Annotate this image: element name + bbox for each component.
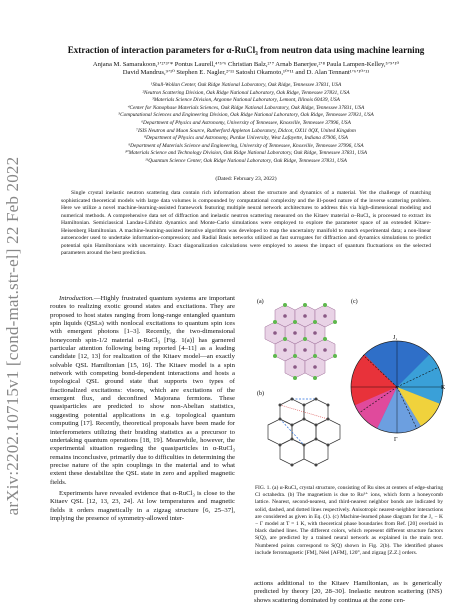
affiliation: ⁸Department of Physics and Astronomy, Purdue University, West Lafayette, Indiana 47906, USA <box>144 135 348 142</box>
figure-caption: FIG. 1. (a) α-RuCl₃ crystal structure, consisting of Ru sites at centers of edge-sharing Cl octahedra. (b) The magnetism is due to Ru³⁺ ions, which form a honeycomb lattice. Nearest, second-nearest, and third-nearest neighbor bonds are indicated by solid, dashed, and dotted lines respectively. Anisotropic nearest-neighbor interactions are considered as given in Eq. (1). (c) Machine-learned phase diagram for the J₁ − K − Γ model at T = 1 K, with theoretical phase boundaries from Ref. [20] overlaid in black dashed lines. The different colors, which represent different structure factors S(Q), are predicted by a trained neural network as explained in the main text. Numbered points correspond to S(Q) shown in Fig. 2(b). The identified phases include ferromagnetic [FM], Néel [AFM], 120°, and zigzag [Z.Z.] orders. <box>255 485 443 556</box>
figure-1 <box>255 295 445 481</box>
phase-diagram <box>351 335 445 443</box>
affiliation: ¹Shull-Wollan Center, Oak Ridge National Laboratory, Oak Ridge, Tennessee 37831, USA <box>150 82 342 88</box>
arxiv-id-text: arXiv:2202.10715v1 [cond-mat.str-el] 22 Feb 2022 <box>3 156 22 516</box>
intro-paragraph-1 <box>50 295 235 487</box>
crystal-structure <box>265 303 337 380</box>
left-column <box>50 295 235 523</box>
affiliation: ⁴Center for Nanophase Materials Sciences, Oak Ridge National Laboratory, Oak Ridge, Tennessee 37831, USA <box>127 104 365 111</box>
intro-paragraph-2: Experiments have revealed evidence that α-RuCl₃ is close to the Kitaev QSL [12, 13, 23, 24]. At low temperatures and magnetic fields it orders magnetically in a zigzag structure [6, 25–37], implying the presence of symmetry-allowed inter- <box>50 489 235 522</box>
intro-heading: Introduction. <box>59 295 94 302</box>
axis-label-j1: J₁ <box>393 335 398 341</box>
authors-line-2: David Mandrus,⁹ʼ¹⁰ Stephen E. Nagler,²ʼ¹¹ Satoshi Okamoto,¹⁰ʼ¹¹ and D. Alan Tennant¹ʼ⁶ʼ¹⁰ʼ¹¹ <box>122 69 370 77</box>
affiliation: ³Materials Science Division, Argonne National Laboratory, Lemont, Illinois 60439, USA <box>152 97 340 104</box>
affiliation: ¹⁰Materials Science and Technology Division, Oak Ridge National Laboratory, Oak Ridge, Tennessee 37831, USA <box>124 150 368 157</box>
panel-c-label: (c) <box>351 299 358 305</box>
date-line: (Dated: February 23, 2022) <box>215 176 277 182</box>
affiliation-list <box>50 82 442 166</box>
right-column <box>254 580 442 605</box>
panel-b-label: (b) <box>257 391 264 397</box>
affiliation: ⁹Department of Materials Science and Engineering, University of Tennessee, Knoxville, Tennessee 37996, USA <box>128 142 364 149</box>
affiliation: ⁷ISIS Neutron and Muon Source, Rutherford Appleton Laboratory, Didcot, OX11 0QX, United Kingdom <box>136 127 356 134</box>
paper-title: Extraction of interaction parameters for α-RuCl₃ from neutron data using machine learning <box>67 45 425 55</box>
affiliation: ²Neutron Scattering Division, Oak Ridge National Laboratory, Oak Ridge, Tennessee 37831, USA <box>142 89 350 96</box>
affiliation: ¹¹Quantum Science Center, Oak Ridge National Laboratory, Oak Ridge, Tennessee 37831, USA <box>145 157 347 164</box>
axis-label-gamma: Γ <box>394 437 398 443</box>
abstract: Single crystal inelastic neutron scattering data contain rich information about the structure and dynamics of a material. Yet the challenge of matching sophisticated theoretical models with large data volumes is compounded by computational complexity and the ill-posed nature of the inverse scattering problem. Here we utilize a novel machine-learning-assisted framework featuring multiple neural network architectures to address this via high-dimensional modeling and numerical methods. A comprehensive data set of diffraction and inelastic neutron scattering measured on the Kitaev material α–RuCl₃ is processed to extract its Hamiltonian. Semiclassical Landau-Lifshitz dynamics and Monte-Carlo simulations were employed to explore the parameter space of an extended Kitaev-Heisenberg Hamiltonian. A machine-learning-assisted iterative algorithm was developed to map the uncertainty manifold to match experimental data; a non-linear autoencoder used to undertake information-compression; and Radial Basis networks utilized as fast surrogates for diffraction and dynamics simulations to predict potential spin Hamiltonians with uncertainty. Exact diagonalization calculations were employed to assess the impact of quantum fluctuations on the selected parameters around the best prediction. <box>61 190 431 256</box>
axis-label-k: K <box>441 385 445 391</box>
author-list <box>50 61 442 77</box>
arxiv-identifier <box>2 96 24 576</box>
authors-line-1: Anjana M. Samarakoon,¹ʼ²ʼ³ʼ* Pontus Laurell,⁴ʼ⁵ʼ⁶ Christian Balz,²ʼ⁷ Arnab Banerjee,²ʼ⁸ Paula Lampen-Kelley,⁵ʼ⁹ʼ¹⁰ <box>92 61 400 68</box>
right-column-text: actions additional to the Kitaev Hamiltonian, as is generically predicted by theory [20, 28–30]. Inelastic neutron scattering (INS) shows scattering dominated by continua at the zone cen- <box>254 580 442 604</box>
intro-text: —Highly frustrated quantum systems are important routes to realizing exotic ground states and excitations. They are proposed to host states ranging from long-range entangled quantum spin liquids (QSLs) with nonlocal excitations to quantum spin ices with emergent photons [1–3]. Recently, the two-dimensional honeycomb spin-1/2 material α-RuCl₃ [Fig. 1(a)] has garnered particular attention following being reported [4–11] as a leading candidate [12, 13] for realization of the Kitaev model—an exactly solvable QSL Hamiltonian [15, 16]. The Kitaev model is a spin network with competing bond-dependent interactions and hosts a topological QSL ground state that supports two types of fractionalized excitations: visons, which are excitations of the emergent flux, and deconfined Majorana fermions. These quasiparticles are predicted to show non-Abelian statistics, suggesting potential applications in e.g. topological quantum computing [17]. Recently, theoretical proposals have been made for interferometers utilizing their braiding statistics as a precursor to undertaking quantum operations [18, 19]. Meanwhile, however, the experimental situation regarding the quasiparticles in α-RuCl₃ remains inconclusive, primarily due to difficulties in determining the precise nature of the spin couplings in the material and to what extent these destabilize the QSL state in zero and applied magnetic fields. <box>50 295 235 486</box>
affiliation: ⁶Department of Physics and Astronomy, University of Tennessee, Knoxville, Tennessee 37996, USA <box>141 119 351 126</box>
affiliation: ⁵Computational Sciences and Engineering Division, Oak Ridge National Laboratory, Oak Ridge, Tennessee 37831, USA <box>118 112 374 119</box>
panel-a-label: (a) <box>257 299 264 305</box>
honeycomb-lattice <box>268 398 340 467</box>
